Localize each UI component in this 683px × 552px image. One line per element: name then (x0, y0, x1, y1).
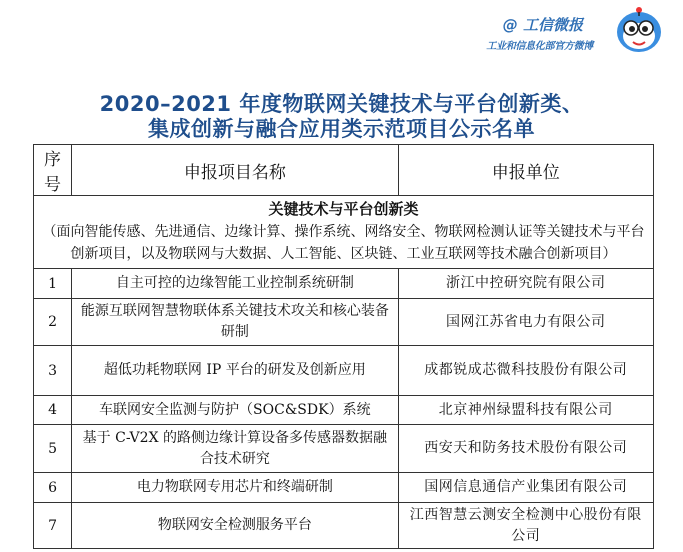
table-row (34, 346, 654, 396)
watermark-handle: @ 工信微报 (502, 16, 583, 34)
row-unit: 浙江中控研究院有限公司 (398, 269, 653, 299)
watermark-subtitle: 工业和信息化部官方微博 (486, 41, 593, 52)
page-title-line1: 2020–2021 年度物联网关键技术与平台创新类、 (99, 92, 584, 116)
table-row (34, 299, 654, 346)
row-project-name: 电力物联网专用芯片和终端研制 (72, 473, 398, 503)
row-project-name: 物联网安全检测服务平台 (72, 503, 398, 549)
row-project-name: 超低功耗物联网 IP 平台的研发及创新应用 (72, 346, 398, 396)
table-row (34, 473, 654, 503)
row-project-name: 基于 C-V2X 的路侧边缘计算设备多传感器数据融合技术研究 (72, 425, 398, 473)
row-no: 1 (34, 269, 72, 299)
page-title-line2: 集成创新与融合应用类示范项目公示名单 (148, 117, 535, 141)
header-no: 序号 (34, 145, 72, 196)
row-unit: 国网信息通信产业集团有限公司 (398, 473, 653, 503)
table-row (34, 269, 654, 299)
category-description: （面向智能传感、先进通信、边缘计算、操作系统、网络安全、物联网检测认证等关键技术与平台创新项目，以及物联网与大数据、人工智能、区块链、工业互联网等技术融合创新项目） (42, 224, 645, 262)
table-row (34, 425, 654, 473)
row-unit: 北京神州绿盟科技有限公司 (398, 396, 653, 425)
mascot-icon (601, 6, 671, 56)
row-project-name: 能源互联网智慧物联体系关键技术攻关和核心装备研制 (72, 299, 398, 346)
project-table (33, 144, 654, 549)
row-no: 7 (34, 503, 72, 549)
row-unit: 成都锐成芯微科技股份有限公司 (398, 346, 653, 396)
row-unit: 国网江苏省电力有限公司 (398, 299, 653, 346)
watermark (435, 4, 675, 54)
header-unit: 申报单位 (398, 145, 653, 196)
row-no: 4 (34, 396, 72, 425)
category-row (34, 196, 654, 269)
row-no: 5 (34, 425, 72, 473)
table-row (34, 396, 654, 425)
table-header-row (34, 145, 654, 196)
row-no: 3 (34, 346, 72, 396)
row-unit: 江西智慧云测安全检测中心股份有限公司 (398, 503, 653, 549)
row-project-name: 车联网安全监测与防护（SOC&SDK）系统 (72, 396, 398, 425)
table-row (34, 503, 654, 549)
row-project-name: 自主可控的边缘智能工业控制系统研制 (72, 269, 398, 299)
row-unit: 西安天和防务技术股份有限公司 (398, 425, 653, 473)
header-project-name: 申报项目名称 (72, 145, 398, 196)
category-title: 关键技术与平台创新类 (268, 200, 419, 218)
row-no: 6 (34, 473, 72, 503)
row-no: 2 (34, 299, 72, 346)
